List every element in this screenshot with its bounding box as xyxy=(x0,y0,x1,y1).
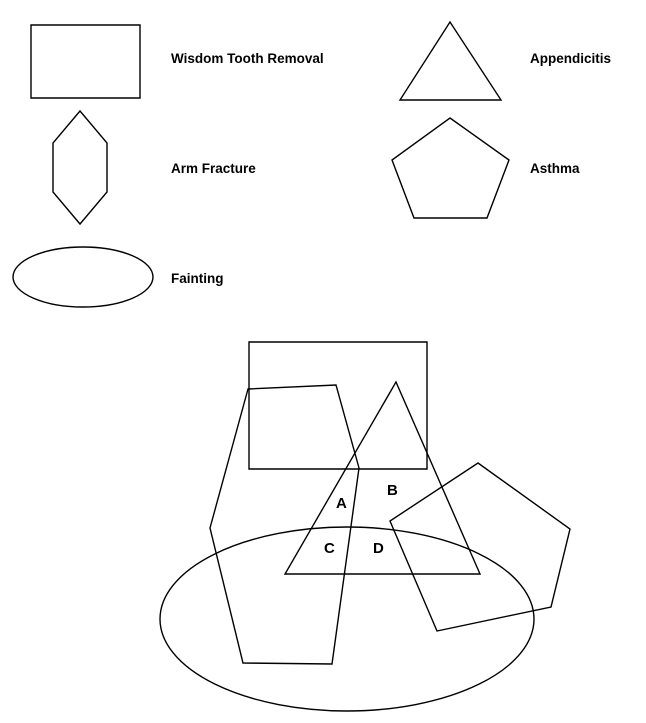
legend-label-arm-fracture: Arm Fracture xyxy=(171,161,256,176)
region-label-a: A xyxy=(336,495,347,512)
legend-label-wisdom-tooth-removal: Wisdom Tooth Removal xyxy=(171,51,324,66)
legend-label-asthma: Asthma xyxy=(530,161,580,176)
venn-shape-hexagon xyxy=(210,385,359,664)
legend-key-rectangle xyxy=(31,25,140,98)
legend-key-triangle xyxy=(400,22,501,100)
legend-key-pentagon xyxy=(392,118,509,218)
legend-label-fainting: Fainting xyxy=(171,271,224,286)
venn-shape-pentagon xyxy=(390,463,570,631)
legend-label-appendicitis: Appendicitis xyxy=(530,51,612,66)
region-label-b: B xyxy=(387,482,398,499)
venn-shape-rectangle xyxy=(249,342,427,469)
legend-key-hexagon xyxy=(53,111,107,224)
region-label-c: C xyxy=(324,540,335,557)
legend-key-ellipse xyxy=(13,247,153,307)
region-label-d: D xyxy=(373,540,384,557)
